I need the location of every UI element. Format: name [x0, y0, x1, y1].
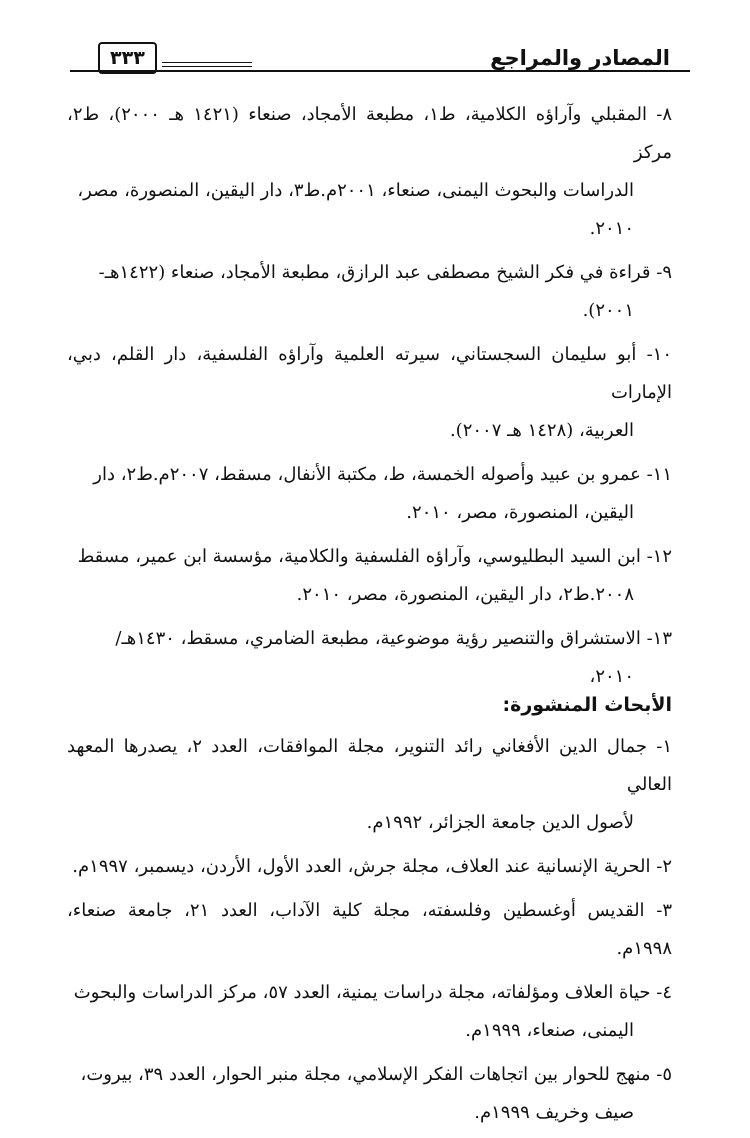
entry-line: ٥- منهج للحوار بين اتجاهات الفكر الإسلامي، مجلة منبر الحوار، العدد ٣٩، بيروت،: [80, 1064, 672, 1085]
paper-entry: [67, 728, 672, 842]
paper-entry: [67, 974, 672, 1050]
entry-line: ١٣- الاستشراق والتنصير رؤية موضوعية، مطبعة الضامري، مسقط، ١٤٣٠هـ/: [115, 628, 672, 649]
entry-line: ٨- المقبلي وآراؤه الكلامية، ط١، مطبعة الأمجاد، صنعاء (١٤٢١ هـ ٢٠٠٠)، ط٢، مركز: [67, 104, 673, 163]
entry-line: الدراسات والبحوث اليمنى، صنعاء، ٢٠٠١م.ط٣، دار اليقين، المنصورة، مصر،: [77, 180, 634, 201]
entry-line: اليمنى، صنعاء، ١٩٩٩م.: [465, 1020, 634, 1041]
section-heading: الأبحاث المنشورة:: [502, 694, 672, 716]
entry-line: ٢٠٠١).: [582, 300, 634, 321]
entry-line: ٢٠٠٨.ط٢، دار اليقين، المنصورة، مصر، ٢٠١٠.: [296, 584, 634, 605]
paper-entry: [67, 892, 672, 968]
book-entry: [67, 538, 672, 614]
running-title: المصادر والمراجع: [490, 46, 670, 70]
entry-line: ١- جمال الدين الأفغاني رائد التنوير، مجلة الموافقات، العدد ٢، يصدرها المعهد العالي: [67, 736, 672, 795]
entry-line: ٣- القديس أوغسطين وفلسفته، مجلة كلية الآداب، العدد ٢١، جامعة صنعاء، ١٩٩٨م.: [67, 900, 672, 959]
book-entry: [67, 456, 672, 532]
entry-line: ٢٠١٠،: [589, 666, 634, 687]
book-entry: [67, 336, 672, 450]
entry-line: لأصول الدين جامعة الجزائر، ١٩٩٢م.: [366, 812, 634, 833]
books-list: [67, 96, 672, 702]
entry-line: ٢- الحرية الإنسانية عند العلاف، مجلة جرش، العدد الأول، الأردن، ديسمبر، ١٩٩٧م.: [72, 856, 672, 877]
header-rule: [70, 70, 690, 72]
entry-line: العربية، (١٤٢٨ هـ ٢٠٠٧).: [449, 420, 634, 441]
entry-line: ٤- حياة العلاف ومؤلفاته، مجلة دراسات يمنية، العدد ٥٧، مركز الدراسات والبحوث: [73, 982, 672, 1003]
paper-entry: [67, 1056, 672, 1132]
page-header: [70, 40, 690, 82]
book-entry: [67, 254, 672, 330]
entry-line: ١٢- ابن السيد البطليوسي، وآراؤه الفلسفية والكلامية، مؤسسة ابن عمير، مسقط: [77, 546, 672, 567]
entry-line: صيف وخريف ١٩٩٩م.: [474, 1102, 634, 1123]
entry-line: ٩- قراءة في فكر الشيخ مصطفى عبد الرازق، مطبعة الأمجاد، صنعاء (١٤٢٢هـ-: [98, 262, 672, 283]
entry-line: ٢٠١٠.: [589, 218, 634, 239]
page-number: ٣٣٣: [98, 42, 157, 74]
header-double-rule-top: [162, 62, 252, 63]
book-entry: [67, 96, 672, 248]
paper-entry: [67, 848, 672, 886]
entry-line: اليقين، المنصورة، مصر، ٢٠١٠.: [406, 502, 634, 523]
header-double-rule-bottom: [162, 66, 252, 67]
entry-line: ١١- عمرو بن عبيد وأصوله الخمسة، ط، مكتبة الأنفال، مسقط، ٢٠٠٧م.ط٢، دار: [93, 464, 672, 485]
papers-list: [67, 680, 672, 1138]
entry-line: ١٠- أبو سليمان السجستاني، سيرته العلمية وآراؤه الفلسفية، دار القلم، دبي، الإمارات: [67, 344, 672, 403]
